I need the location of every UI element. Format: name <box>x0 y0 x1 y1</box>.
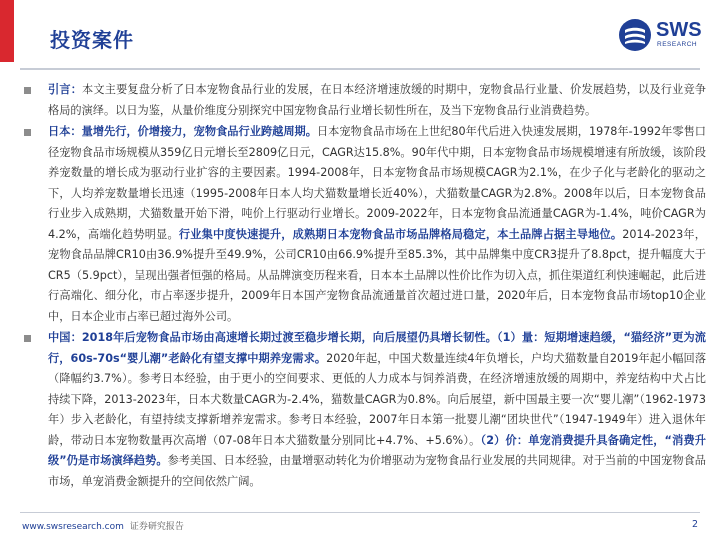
body-text: 2014-2023年，宠物食品品牌CR10由36.9%提升至49.9%，公司CR10由66.9%提升至85.3%，其中品牌集中度CR3提升了8.8pct，提升幅度大于CR5（5.9pct），呈现出强者恒强的格局。从品牌演变历程来看，日本本土品牌以性价比作为切入点，抓住渠道红利快速崛起，此后进行高端化、细分化，市占率逐步提升，2009年日本国产宠物食品流通量首次超过进口量，2020年后，日本宠物食品市场top10企业中，日本企业市占率已超过海外公司。 <box>48 227 706 323</box>
highlight-text: 日本：量增先行，价增接力，宠物食品行业跨越周期。 <box>48 125 317 138</box>
logo-text: SWS <box>656 19 702 41</box>
header-accent-bar <box>0 0 14 62</box>
page-number: 2 <box>691 519 698 530</box>
body-text: 日本宠物食品市场在上世纪80年代后进入快速发展期，1978年-1992年零售口径宠物食品市场规模从359亿日元增长至2809亿日元，CAGR达15.8%。90年代中期，日本宠物食品市场规模增速有所放缓，该阶段养宠数量的增长成为驱动行业扩容的主要因素。1994-2008年，日本宠物食品市场规模CAGR为2.1%，在少子化与老龄化的驱动之下，人均养宠数量增长迅速（1995-2008年日本人均犬猫数量增长近40%），犬猫数量CAGR为2.8%。2008年以后，日本宠物食品行业步入成熟期，犬猫数量开始下滑，吨价上行驱动行业增长。2009-2022年，日本宠物食品流通量CAGR为-1.4%，吨价CAGR为4.2%，高端化趋势明显。 <box>48 125 706 241</box>
bullet-paragraph <box>22 122 706 327</box>
footer-info <box>22 519 184 532</box>
sws-logo-icon <box>618 18 652 52</box>
bullet-paragraph <box>22 80 706 121</box>
square-bullet-icon <box>24 129 31 136</box>
sws-logo <box>618 18 710 52</box>
footer-subtitle: 证券研究报告 <box>129 522 184 532</box>
highlight-text: 引言： <box>48 83 83 96</box>
logo-subtext: RESEARCH <box>657 41 698 48</box>
square-bullet-icon <box>24 335 31 342</box>
body-text: 参考美国、日本经验，由量增驱动转化为价增驱动为宠物食品行业发展的共同规律。对于当前的中国宠物食品市场，单宠消费金额提升的空间依然广阔。 <box>48 454 706 488</box>
square-bullet-icon <box>24 87 31 94</box>
body-text: 本文主要复盘分析了日本宠物食品行业的发展，在日本经济增速放缓的时期中，宠物食品行业量、价发展趋势，以及行业竞争格局的演绎。以日为鉴，从量价维度分别探究中国宠物食品行业增长韧性所在，及当下宠物食品行业消费趋势。 <box>48 83 706 117</box>
highlight-text: （2）价：单宠消费提升具备确定性，“消费升级”仍是市场演绎趋势。 <box>48 433 706 467</box>
highlight-text: 行业集中度快速提升，成熟期日本宠物食品市场品牌格局稳定，本土品牌占据主导地位。 <box>178 227 623 241</box>
bullet-paragraph <box>22 328 706 492</box>
footer-website[interactable]: www.swsresearch.com <box>22 522 124 532</box>
page-title: 投资案件 <box>50 28 134 52</box>
body-text: 2020年起，中国犬数量连续4年负增长，户均犬猫数量自2019年起小幅回落（降幅约3.7%）。参考日本经验，由于更小的空间要求、更低的人力成本与饲养消费，在经济增速放缓的周期中，养宠结构中犬占比持续下降，2013-2023年，日本犬数量CAGR为-2.4%，猫数量CAGR为0.8%。向后展望，新中国最主要一次“婴儿潮”（1962-1973年）步入老龄化，有望持续支撑新增养宠需求。参考日本经验，2007年日本第一批婴儿潮“团块世代”（1947-1949年）进入退休年龄，带动日本宠物数量再次高增（07-08年日本犬猫数量分别同比+4.7%、+5.6%）。 <box>48 351 707 447</box>
highlight-text: 中国：2018年后宠物食品市场由高速增长期过渡至稳步增长期，向后展望仍具增长韧性。（1）量：短期增速趋缓，“猫经济”更为流行，60s-70s“婴儿潮”老龄化有望支撑中期养宠需求。 <box>48 331 706 365</box>
header-divider <box>20 68 700 70</box>
report-body <box>22 80 706 493</box>
footer-divider <box>20 512 700 513</box>
